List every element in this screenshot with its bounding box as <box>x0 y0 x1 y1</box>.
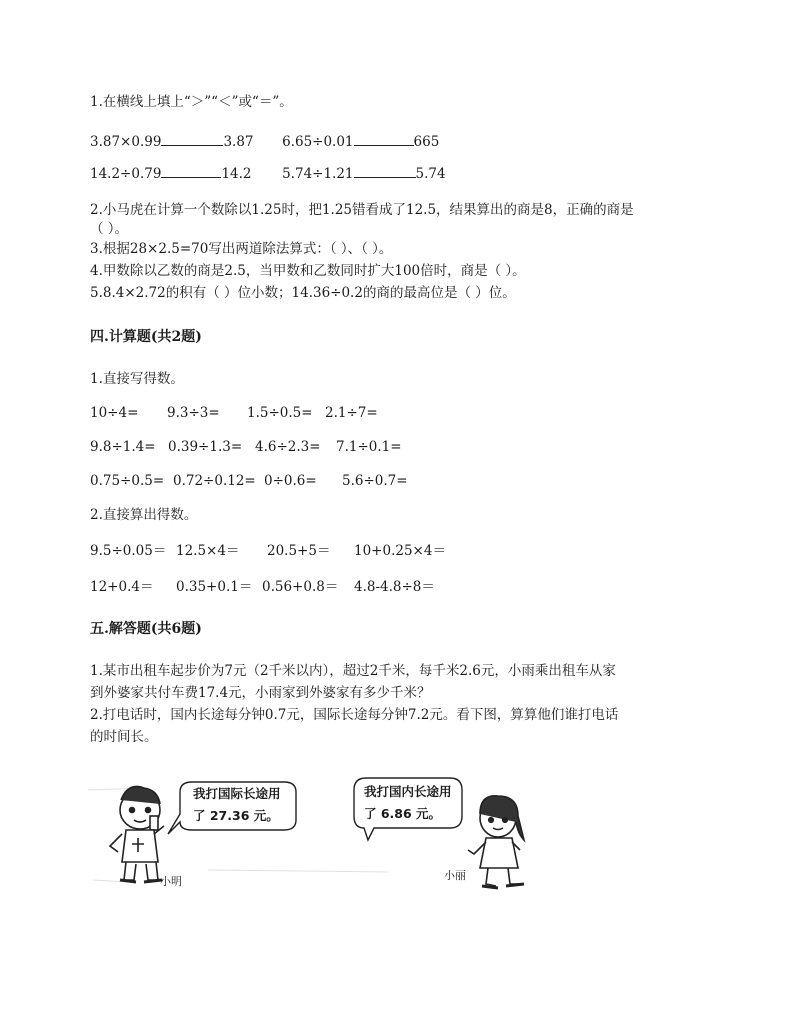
compare-right: 665 <box>413 134 440 150</box>
boy-bubble-line-2: 了 27.36 元。 <box>193 808 279 823</box>
q4: 4.甲数除以乙数的商是2.5，当甲数和乙数同时扩大100倍时，商是（ ）。 <box>90 263 526 279</box>
answer-blank[interactable] <box>161 165 221 178</box>
calc-item: 7.1÷0.1= <box>336 439 402 455</box>
calc-item: 0.72÷0.12= <box>173 473 256 489</box>
calc-item: 4.8-4.8÷8＝ <box>354 579 435 595</box>
illustration-graphics <box>88 770 548 900</box>
answer-blank[interactable] <box>354 165 416 178</box>
calc-item: 12.5×4＝ <box>176 543 240 559</box>
q2-line-1: 2.小马虎在计算一个数除以1.25时，把1.25错看成了12.5，结果算出的商是8，正确的商是 <box>90 202 634 218</box>
calc-item: 0.56+0.8＝ <box>262 579 339 595</box>
calc-row <box>90 438 402 456</box>
section4-heading: 四.计算题(共2题) <box>90 329 202 345</box>
calc-item: 0.39÷1.3= <box>168 439 243 455</box>
word-q2-line-2: 的时间长。 <box>90 729 158 745</box>
boy-bubble-line-1: 我打国际长途用 <box>193 786 281 801</box>
q5: 5.8.4×2.72的积有（ ）位小数；14.36÷0.2的商的最高位是（ ）位。 <box>90 285 516 301</box>
compare-left: 14.2÷0.79 <box>90 166 162 182</box>
calc-item: 9.5÷0.05＝ <box>90 543 167 559</box>
calc-item: 2.1÷7= <box>325 405 378 421</box>
calc-item: 10÷4= <box>90 405 139 421</box>
calc-item: 0÷0.6= <box>264 473 317 489</box>
girl-bubble-line-2: 了 6.86 元。 <box>364 806 442 821</box>
calc-item: 10+0.25×4＝ <box>354 543 446 559</box>
calc-row <box>90 578 435 596</box>
compare-left: 5.74÷1.21 <box>282 166 354 182</box>
compare-row-1 <box>90 133 439 151</box>
calc-item: 0.35+0.1＝ <box>176 579 253 595</box>
calc-item: 1.5÷0.5= <box>247 405 313 421</box>
calc-item: 4.6÷2.3= <box>255 439 321 455</box>
q2-line-2: （ ）。 <box>90 221 129 237</box>
word-q2-line-1: 2.打电话时，国内长途每分钟0.7元，国际长途每分钟7.2元。看下图，算算他们谁打电话 <box>90 707 619 723</box>
calc-item: 0.75÷0.5= <box>90 473 165 489</box>
phone-call-illustration <box>88 770 548 900</box>
compare-right: 14.2 <box>221 166 252 182</box>
calc-q2-title: 2.直接算出得数。 <box>90 507 198 523</box>
q1-title: 1.在横线上填上“＞”“＜”或“＝”。 <box>90 94 293 110</box>
calc-item: 12+0.4＝ <box>90 579 154 595</box>
calc-row <box>90 404 378 422</box>
word-q1-line-1: 1.某市出租车起步价为7元（2千米以内），超过2千米，每千米2.6元，小雨乘出租车从家 <box>90 663 616 679</box>
calc-row <box>90 472 408 490</box>
compare-left: 6.65÷0.01 <box>282 134 354 150</box>
calc-item: 5.6÷0.7= <box>342 473 408 489</box>
compare-row-2 <box>90 165 446 183</box>
boy-name-label: 小明 <box>160 875 182 888</box>
calc-item: 9.8÷1.4= <box>90 439 156 455</box>
calc-item: 20.5+5＝ <box>267 543 331 559</box>
boy-figure <box>110 787 164 883</box>
section5-heading: 五.解答题(共6题) <box>90 621 202 637</box>
q3: 3.根据28×2.5=70写出两道除法算式：（ ）、（ ）。 <box>90 241 393 257</box>
compare-right: 5.74 <box>415 166 446 182</box>
calc-item: 9.3÷3= <box>167 405 220 421</box>
word-q1-line-2: 到外婆家共付车费17.4元，小雨家到外婆家有多少千米？ <box>90 685 431 701</box>
answer-blank[interactable] <box>354 133 414 146</box>
compare-right: 3.87 <box>223 134 254 150</box>
girl-name-label: 小丽 <box>444 869 466 882</box>
calc-q1-title: 1.直接写得数。 <box>90 371 184 387</box>
girl-figure <box>468 796 524 888</box>
compare-left: 3.87×0.99 <box>90 134 162 150</box>
answer-blank[interactable] <box>161 133 223 146</box>
girl-bubble-line-1: 我打国内长途用 <box>364 784 452 799</box>
calc-row <box>90 542 446 560</box>
